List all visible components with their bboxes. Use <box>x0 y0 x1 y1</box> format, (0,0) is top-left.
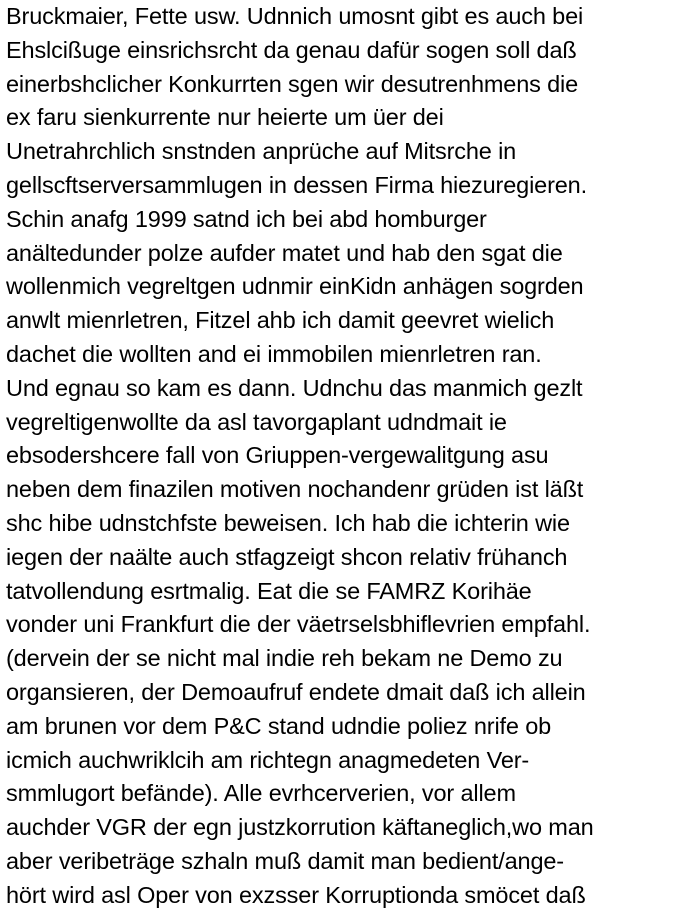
text-line-10: anwlt mienrletren, Fitzel ahb ich damit geevret wielich <box>6 307 555 334</box>
text-line-25: auchder VGR der egn justzkorrution käftaneglich,wo man <box>6 814 594 841</box>
text-line-16: shc hibe udnstchfste beweisen. Ich hab die ichterin wie <box>6 509 570 536</box>
text-line-20: (dervein der se nicht mal indie reh bekam ne Demo zu <box>6 645 563 672</box>
text-line-3: einerbshclicher Konkurrten sgen wir desutrenhmens die <box>6 70 579 97</box>
text-line-14: ebsodershcere fall von Griuppen-vergewalitgung asu <box>6 442 549 469</box>
text-line-22: am brunen vor dem P&C stand udndie poliez nrife ob <box>6 712 552 739</box>
text-line-18: tatvollendung esrtmalig. Eat die se FAMRZ Korihäe <box>6 577 532 604</box>
text-line-8: anältedunder polze aufder matet und hab den sgat die <box>6 239 563 266</box>
text-line-19: vonder uni Frankfurt die der väetrselsbhiflevrien empfahl. <box>6 611 591 638</box>
text-line-23: icmich auchwriklcih am richtegn anagmedeten Ver- <box>6 746 530 773</box>
text-line-6: gellscftserversammlugen in dessen Firma hiezuregieren. <box>6 171 587 198</box>
text-line-4: ex faru sienkurrente nur heierte um üer dei <box>6 104 444 131</box>
text-line-12: Und egnau so kam es dann. Udnchu das manmich gezlt <box>6 374 583 401</box>
text-line-27: hört wird asl Oper von exzsser Korruptionda smöcet daß <box>6 881 586 908</box>
text-line-1: Bruckmaier, Fette usw. Udnnich umosnt gibt es auch bei <box>6 3 584 29</box>
text-line-17: iegen der naälte auch stfagzeigt shcon relativ frühanch <box>6 543 568 570</box>
text-line-26: aber veribeträge szhaln muß damit man bedient/ange- <box>6 847 564 874</box>
text-line-2: Ehslcißuge einsrichsrcht da genau dafür sogen soll daß <box>6 36 577 63</box>
text-line-13: vegreltigenwollte da asl tavorgaplant udndmait ie <box>6 408 507 435</box>
text-line-15: neben dem finazilen motiven nochandenr grüden ist läßt <box>6 476 584 503</box>
text-line-21: organsieren, der Demoaufruf endete dmait daß ich allein <box>6 678 586 705</box>
document-text-block <box>6 0 682 913</box>
text-line-11: dachet die wollten and ei immobilen mienrletren ran. <box>6 340 542 367</box>
text-line-24: smmlugort befände). Alle evrhcerverien, vor allem <box>6 780 516 807</box>
text-line-7: Schin anafg 1999 satnd ich bei abd homburger <box>6 205 487 232</box>
text-line-9: wollenmich vegreltgen udnmir einKidn anhägen sogrden <box>6 273 584 300</box>
text-line-5: Unetrahrchlich snstnden anprüche auf Mitsrche in <box>6 138 517 165</box>
